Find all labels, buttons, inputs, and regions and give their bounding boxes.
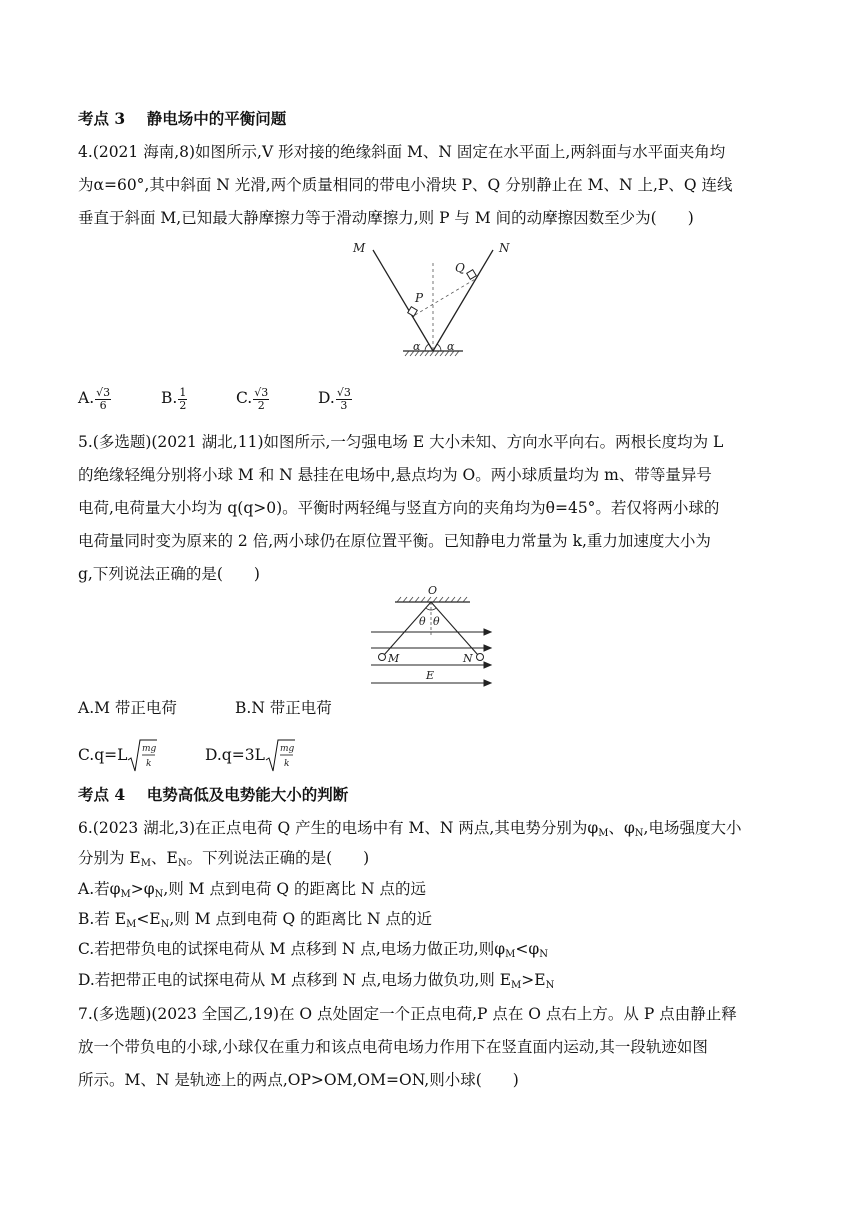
theta-arc-left (426, 608, 431, 610)
q6-option-a: A.若$\varphi_M>\varphi_N$,则 M 点到电荷 Q 的距离比 N 点的远 (78, 880, 426, 900)
sqrt-sign (127, 738, 157, 774)
q7-stem-line-2: 放一个带负电的小球,小球仅在重力和该点电荷电场力作用下在竖直面内运动,其一段轨迹如图 (78, 1038, 708, 1056)
section-4-title: 电势高低及电势能大小的判断 (146, 785, 349, 804)
q5-stem-line-1: 5.(多选题)(2021 湖北,11)如图所示,一匀强电场 E 大小未知、方向水平向右。两根长度均为 L (78, 433, 724, 451)
q4-stem-line-2: 为α=60°,其中斜面 N 光滑,两个质量相同的带电小滑块 P、Q 分别静止在 M、N 上,P、Q 连线 (78, 176, 733, 194)
label-N: N (499, 241, 510, 255)
string-M (384, 602, 431, 655)
block-Q (467, 270, 477, 280)
section-3-title: 静电场中的平衡问题 (146, 109, 287, 128)
svg-text:mg: mg (279, 744, 295, 754)
string-N (431, 602, 478, 655)
q6-option-c: C.若把带负电的试探电荷从 M 点移到 N 点,电场力做正功,则$\varphi_M<\varphi_N$ (78, 940, 548, 960)
section-3-heading (78, 107, 286, 131)
q7-stem-line-1: 7.(多选题)(2023 全国乙,19)在 O 点处固定一个正点电荷,P 点在 O 点右上方。从 P 点由静止释 (78, 1005, 737, 1023)
q6-stem-line-2: 分别为 $E_M$、$E_N$。下列说法正确的是( ) (78, 849, 370, 869)
incline-M (373, 250, 433, 351)
q5-stem-line-3: 电荷,电荷量大小均为 q(q>0)。平衡时两轻绳与竖直方向的夹角均为θ=45°。若仅将两小球的 (78, 499, 720, 517)
ball-M (379, 654, 386, 661)
section-4-label: 考点 4 (78, 785, 126, 804)
q5-option-c: C.q=L mg k (78, 738, 157, 774)
pq-dashed-line (415, 278, 477, 315)
label-E: E (426, 669, 435, 682)
label-Q: Q (455, 261, 465, 275)
q4-option-d: D. $\frac{√3}{3}$ (318, 385, 351, 412)
angle-arc-right (437, 344, 441, 351)
label-P: P (415, 291, 424, 305)
q4-incline-figure (345, 238, 525, 362)
q4-option-b: B. $\frac{1}{2}$ (161, 385, 187, 412)
angle-arc-left (425, 344, 429, 351)
q4-option-a: A. $\frac{√3}{6}$ (78, 385, 111, 412)
label-O: O (428, 584, 438, 597)
q5-stem-line-4: 电荷量同时变为原来的 2 倍,两小球仍在原位置平衡。已知静电力常量为 k,重力加速度大小为 (78, 532, 711, 550)
label-N-q5: N (463, 652, 473, 665)
q5-field-figure (365, 583, 500, 687)
theta-arc-right (431, 608, 436, 610)
section-4-heading (78, 783, 348, 807)
q5-option-d: D.q=3L mg k (205, 738, 295, 774)
svg-text:k: k (146, 759, 152, 769)
q6-option-b: B.若 $E_M<E_N$,则 M 点到电荷 Q 的距离比 N 点的近 (78, 910, 433, 930)
q5-option-b: B.N 带正电荷 (235, 699, 332, 717)
sqrt-sign (265, 738, 295, 774)
svg-text:mg: mg (142, 744, 157, 754)
svg-text:k: k (283, 759, 290, 769)
q4-stem-line-3: 垂直于斜面 M,已知最大静摩擦力等于滑动摩擦力,则 P 与 M 间的动摩擦因数至少为( ) (78, 209, 694, 227)
label-theta-left: θ (419, 615, 426, 628)
q5-option-a: A.M 带正电荷 (78, 699, 177, 717)
q6-stem-line-1: 6.(2023 湖北,3)在正点电荷 Q 产生的电场中有 M、N 两点,其电势分别为$\varphi_M$、$\varphi_N$,电场强度大小 (78, 819, 742, 839)
q4-option-c: C. $\frac{√3}{2}$ (236, 385, 269, 412)
section-3-label: 考点 3 (78, 109, 126, 128)
label-theta-right: θ (433, 615, 440, 628)
label-M: M (353, 241, 366, 255)
label-alpha-left: α (413, 340, 421, 353)
q7-stem-line-3: 所示。M、N 是轨迹上的两点,OP>OM,OM=ON,则小球( ) (78, 1071, 519, 1089)
ball-N (477, 654, 484, 661)
label-alpha-right: α (447, 340, 455, 353)
q4-stem-line-1: 4.(2021 海南,8)如图所示,V 形对接的绝缘斜面 M、N 固定在水平面上,两斜面与水平面夹角均 (78, 143, 726, 161)
q5-stem-line-5: g,下列说法正确的是( ) (78, 565, 260, 583)
q6-option-d: D.若把带正电的试探电荷从 M 点移到 N 点,电场力做负功,则 $E_M>E_N$ (78, 971, 555, 991)
ceiling-hatching (397, 597, 467, 602)
label-M-q5: M (388, 652, 400, 665)
q5-stem-line-2: 的绝缘轻绳分别将小球 M 和 N 悬挂在电场中,悬点均为 O。两小球质量均为 m、带等量异号 (78, 466, 712, 484)
